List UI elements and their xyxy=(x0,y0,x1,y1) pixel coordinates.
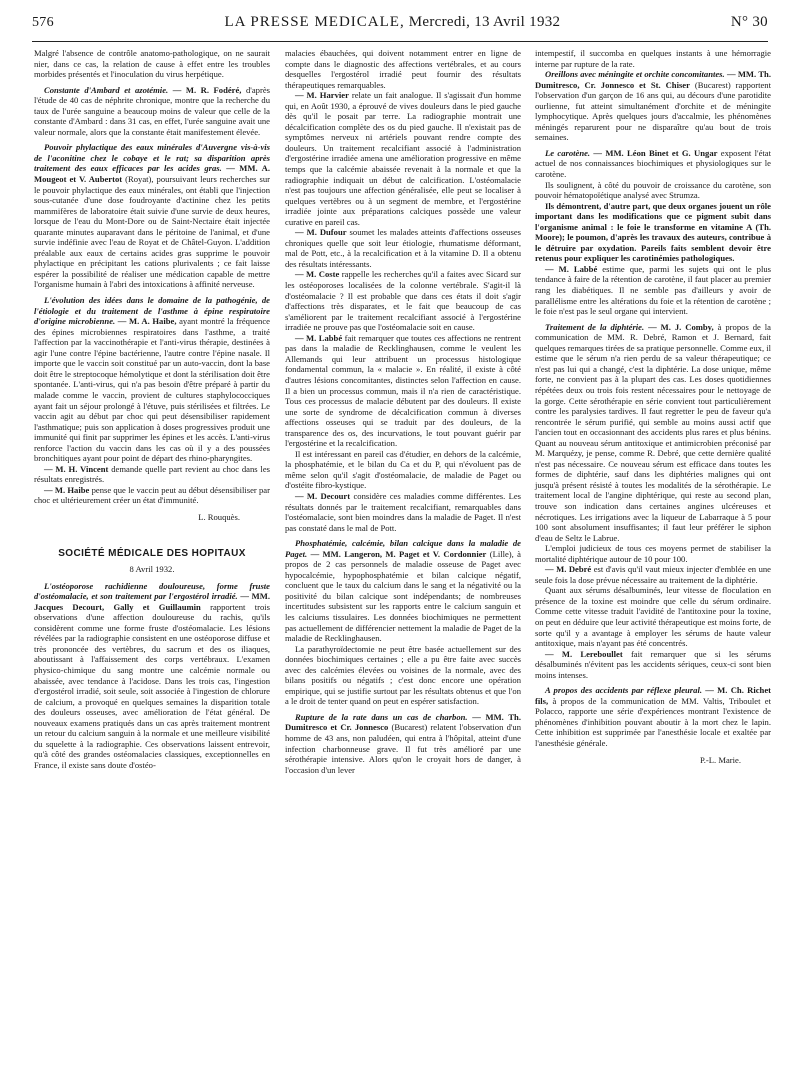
column-2 xyxy=(285,48,521,775)
page-number: 576 xyxy=(32,15,54,30)
header-rule xyxy=(32,41,768,42)
issue-number: N° 30 xyxy=(730,14,768,30)
paragraph: A propos des accidents par réflexe pleural. — M. Ch. Richet fils, à propos de la communication de MM. Valtis, Triboulet et Polacco, rapporte une série d'expériences montrant l'existence de phénomènes d'inhibition pouvant aboutir à la mort chez le lapin. Cette inhibition est supprimée par l'anesthésie locale et exaltée par l'anesthésie générale. xyxy=(535,685,771,748)
paragraph: L'ostéoporose rachidienne douloureuse, forme fruste d'ostéomalacie, et son traitement par l'ergostérol irradié. — MM. Jacques Decourt, Gally et Guillaumin rapportent trois observations d'une affection douloureuse du rachis, qu'ils considèrent comme une forme fruste d'ostéomalacie. Les lésions révélées par la radiographie consistent en une ostéoporose diffuse et très prononcée des vertèbres, du sacrum et des os iliaques, aboutissant à l'affaissement des corps vertébraux. L'examen physico-chimique du sang montre une calcémie normale ou abaissée, avec tendance à l'acidose. Dans les trois cas, l'ingestion d'ergostérol irradié, soit seule, soit associée à l'ingestion de chlorure de calcium, a provoqué en quelques semaines la disparition totale des douleurs osseuses, avec amélioration de l'état général. De nouveaux examens pratiqués dans un cas après traitement montrent un retour du calcium sanguin à la normale et une meilleure visibilité du squelette à la radiographie. Ces observations laissent entrevoir, qu'à côté des grandes ostéomalacies classiques, exceptionnelles en France, il existe sans doute d'ostéo- xyxy=(34,580,270,770)
paragraph: Phosphatémie, calcémie, bilan calcique dans la maladie de Paget. — MM. Langeron, M. Paget et V. Cordonnier (Lille), à propos de 2 cas personnels de maladie osseuse de Paget avec hypocalcémie, hypophosphatémie et bilan calcique négatif, concluent que le taux du calcium dans le sang et la négativité ou la positivité du bilan calcique sont indépendants; de nombreuses incertitudes subsistent sur les rapports entre le calcium sanguin et les calciums tissulaires. Les données biochimiques ne permettent pas actuellement de différencier nettement la maladie de Paget de la maladie de Recklinghausen. xyxy=(285,538,521,644)
paragraph: — M. Labbé fait remarquer que toutes ces affections ne rentrent pas dans la maladie de Recklinghausen, comme le veulent les Allemands qui leur attribuent un processus histologique fondamental commun, la « malacie ». En réalité, il existe à côté d'autres lésions concomitantes, distinctes selon l'affection en cause. Il a bien un processus commun, mais il n'a rien de caractéristique. Tous ces processus de malacie débutent par des douleurs. Il existe une sorte de syndrome de décalcification commun à diverses affections osseuses qui se traduit par des douleurs, de la transparence des os, des incurvations, le tout pouvant guérir par l'ergostérine et la recalcification. xyxy=(285,332,521,449)
paragraph: — M. Lereboullet fait remarquer que si les sérums désalbuminés n'évitent pas les accidents sériques, ceux-ci sont bien moins intenses. xyxy=(535,648,771,680)
section-heading: SOCIÉTÉ MÉDICALE DES HOPITAUX xyxy=(58,547,246,559)
paragraph: La parathyroïdectomie ne peut être basée actuellement sur des données biochimiques certaines ; elle a pu être faite avec succès avec des calcémies élevées ou voisines de la normale, avec des bilans positifs ou négatifs ; c'est donc encore une opération empirique, qui se justifie surtout par les résultats obtenus et que l'on a le droit de tenter quand on peut en espérer satisfaction. xyxy=(285,643,521,707)
journal-name: LA PRESSE MEDICALE, xyxy=(224,14,405,30)
column-3 xyxy=(535,48,771,765)
paragraph: — M. Decourt considère ces maladies comme différentes. Les résultats donnés par le traitement recalcifiant, remarquables dans l'ostéomalacie, sont bien moindres dans la maladie de Paget. Il n'est pas constaté dans le mal de Pott. xyxy=(285,490,521,533)
paragraph: — M. Labbé estime que, parmi les sujets qui ont le plus tendance à faire de la rétention de carotène, il faut placer au premier rang les diabétiques. Il ne semble pas d'ailleurs y avoir de parallélisme entre les altérations du foie et la rétention de carotène ; le foie n'est pas le seul organe qui intervient. xyxy=(535,263,771,317)
section-date: 8 Avril 1932. xyxy=(129,564,175,575)
paragraph: Quant aux sérums désalbuminés, leur vitesse de floculation en présence de la toxine est moindre que celle du sérum ordinaire. Comme cette vitesse traduit l'avidité de l'antitoxine pour la toxine, on peut en déduire que leur activité thérapeutique est moins forte, de sorte qu'il y a avantage à employer les sérums de haute valeur antitoxique, mais n'ayant pas été concentrés. xyxy=(535,585,771,649)
issue-date: Mercredi, 13 Avril 1932 xyxy=(408,14,561,30)
paragraph: Le carotène. — MM. Léon Binet et G. Ungar exposent l'état actuel de nos connaissances biochimiques et physiologiques sur le carotène. xyxy=(535,147,771,180)
paragraph: Pouvoir phylactique des eaux minérales d'Auvergne vis-à-vis de l'aconitine chez le cobaye et le rat; sa disparition après traitement des eaux efficaces par les acides gras. — MM. A. Mougeot et V. Aubertot (Royat), poursuivant leurs recherches sur le pouvoir phylactique des eaux minérales, ont établi que l'injection sous-cutanée d'une dose foudroyante d'actinine chez les petits mammifères de laboratoire était suivie d'une survie de deux heures, lorsque de l'eau du Mont-Dore ou de Saint-Nectaire était injectée quarante minutes auparavant dans le péritoine de l'animal, et d'une survie indéfinie avec l'eau de Royat et de Châtel-Guyon. L'addition préalable aux eaux de certains acides gras supprime le pouvoir phylactique en précipitant les cations plurivalents ; ce fait laisse espérer la possibilité de réaliser une médication capable de mettre l'organisme humain à l'abri des intoxications à affinité nerveuse. xyxy=(34,142,271,290)
paragraph: Rupture de la rate dans un cas de charbon. — MM. Th. Dumitresco et Cr. Jonnesco (Bucarest) relatent l'observation d'un homme de 43 ans, non paludéen, qui entra à l'hôpital, atteint d'une infection charbonneuse grave. Il fut très amélioré par une sérothérapie intensive. Alors qu'on le croyait hors de danger, à l'occasion d'un lever xyxy=(285,711,522,775)
column-1 xyxy=(34,48,270,770)
paragraph: intempestif, il succomba en quelques instants à une hémorragie interne par rupture de la rate. xyxy=(535,48,771,69)
paragraph: — M. Dufour soumet les malades atteints d'affections osseuses chroniques quelle que soit leur étiologie, rhumatisme déformant, mal de Pott, etc., à la recalcification et à la vitamine D. Il a obtenu des résultats intéressants. xyxy=(285,227,521,269)
author-signature: L. Rouquès. xyxy=(198,511,240,522)
paragraph: Oreillons avec méningite et orchite concomitantes. — MM. Th. Dumitresco, Cr. Jonnesco et St. Chiser (Bucarest) rapportent l'observation d'un garçon de 16 ans qui, au décours d'une parotidite ourlienne, fut atteint simultanément d'orchite et de méningite lymphocytique. Après quelques jours d'accalmie, les phénomènes méningés reparurent pour ne disparaître qu'au bout de trois semaines. xyxy=(535,69,771,143)
author-signature: P.-L. Marie. xyxy=(699,754,741,765)
paragraph: Il est intéressant en pareil cas d'étudier, en dehors de la calcémie, la phosphatémie, et le bilan du Ca et du P, qui n'évoluent pas de même selon qu'il s'agit d'ostéomalacie, de maladie de Paget ou d'ostéite fibro-kystique. xyxy=(285,448,521,491)
paragraph: — M. Harvier relate un fait analogue. Il s'agissait d'un homme qui, en Août 1930, a éprouvé de vives douleurs dans le pied gauche dès qu'il le posait par terre. La radiographie montrait une décalcification complète des os du pied gauche. Il n'existait pas de symptômes nerveux ni artériels pouvant rendre compte des douleurs. Un traitement recalcifiant associé à l'administration d'ergostérine irradiée amena une amélioration progressive en même temps que la calcémie abaissée revenait à la normale et que la radiographie indiquait un début de calcification. L'ostéomalacie n'est pas toujours une affection généralisée, elle peut se localiser à quelques vertèbres ou à un segment de membre, et l'ergostérine irradiée jointe aux préparations calciques possède une valeur curative en pareil cas. xyxy=(285,90,522,227)
paragraph: Ils démontrent, d'autre part, que deux organes jouent un rôle important dans les modifications que ce pigment subit dans l'organisme animal : le foie le transforme en vitamine A (Th. Moore); le poumon, d'après les travaux des auteurs, contribue à le détruire par oxydation. Pareils faits semblent devoir être retenus pour expliquer les carotinémies pathologiques. xyxy=(535,200,771,264)
paragraph: — M. Debré est d'avis qu'il vaut mieux injecter d'emblée en une seule fois la dose prévue nécessaire au traitement de la diphtérie. xyxy=(535,564,771,585)
paragraph: Malgré l'absence de contrôle anatomo-pathologique, on ne saurait nier, dans ce cas, la relation de cause à effet entre les troubles morbides présentés et l'inoculation du virus herpétique. xyxy=(34,48,270,80)
page-header xyxy=(32,14,768,36)
paragraph: L'évolution des idées dans le domaine de la pathogénie, de l'étiologie et du traitement de l'asthme à épine respiratoire d'origine microbienne. — M. A. Haibe, ayant montré la fréquence des épines microbiennes respiratoires dans l'asthme, a traité l'affection par la vaccinothérapie et l'anti-virus thérapie, destinées à agir l'une contre l'épine bactérienne, l'autre contre l'épine nasale. Il importe que le vaccin soit constitué par un auto-vaccin, dont la base doit être le streptocoque hémolytique et dont la stérilisation doit être spontanée. L'anti-virus, qui n'a pas besoin d'être préparé à partir du malade comme le vaccin, provient de cultures staphylococciques ayant fait un séjour prolongé à l'étuve, puis stérilisées et filtrées. Le vaccin agit au début par choc qui peut désensibiliser rapidement l'asthmatique; puis son application à doses progressives produit une immunité qui finit par supprimer les épines et les accès. L'anti-virus renforce l'action du vaccin dans les cas où il y a des poussées bronchitiques ayant pour point de départ des rhino-pharyngites. xyxy=(34,295,270,464)
paragraph: L'emploi judicieux de tous ces moyens permet de stabiliser la mortalité diphtérique autour de 10 pour 100. xyxy=(535,543,771,564)
journal-title xyxy=(54,14,731,31)
paragraph: Ils soulignent, à côté du pouvoir de croissance du carotène, son pouvoir hématopoïétique analysé avec Strumza. xyxy=(535,179,771,201)
paragraph: Traitement de la diphtérie. — M. J. Comby, à propos de la communication de MM. R. Debré, Ramon et J. Bernard, fait quelques remarques tirées de sa pratique personnelle. Comme eux, il estime que le sérum n'a rien perdu de sa valeur thérapeutique; ce n'est pas lui qui a changé, c'est la diphtérie. La dose unique, même forte, ne convient pas à la plupart des cas. Les doses quotidiennes répétées deux ou trois fois restent nécessaires pour le nettoyage de la gorge. Cette sérothérapie en série convient tout particulièrement contre les paralysies tardives. Il faut regretter le peu de faveur qu'a rencontrée le sérum purifié, qui semble au moins aussi actif que l'ancien tout en occasionnant des accidents plus rares et plus bénins. Quant au nouveau sérum antitoxique et antimicrobien préconisé par M. Marquézy, je pense, comme R. Debré, que cette dernière qualité n'est pas nécessaire. Ce nouveau sérum est efficace dans toutes les formes de diphtérie, sauf dans les diphtéries malignes qui ont jusqu'à présent résisté à toutes les modalités de la sérothérapie. Le traitement local de l'angine diphtérique, qui reste au second plan, trouve son indication dans certaines angines ulcéreuses et nécrotiques. Les irrigations avec la liqueur de Labarraque à 5 pour 100 sont absolument insuffisantes; il faut leur préférer le siphon d'eau de Seltz le Labrue. xyxy=(535,321,772,543)
paragraph: — M. Haibe pense que le vaccin peut au début désensibiliser par choc et ultérieurement créer un état d'immunité. xyxy=(34,484,270,506)
paragraph: malacies ébauchées, qui doivent notamment entrer en ligne de compte dans le diagnostic des affections vertébrales, et au cours desquelles l'ergostérol irradié peut fournir des résultats thérapeutiques remarquables. xyxy=(285,48,521,90)
paragraph: — M. Coste rappelle les recherches qu'il a faites avec Sicard sur les ostéoporoses localisées de la colonne vertébrale. S'agit-il là d'ostéomalacie ? Il est probable que dans ces états il doit s'agir d'affections très disparates, et le fait que beaucoup de cas s'améliorent par le traitement recalcifiant associé à l'ergostérine irradiée ne prouve pas que l'ostéomalacie soit en cause. xyxy=(285,269,521,333)
paragraph: — M. H. Vincent demande quelle part revient au choc dans les résultats enregistrés. xyxy=(34,463,270,485)
paragraph: Constante d'Ambard et azotémie. — M. R. Fodéré, d'après l'étude de 40 cas de néphrite chronique, montre que la recherche du taux de l'urée sanguine a beaucoup moins de valeur que celle de la constante d'Ambard : dans 31 cas, en effet, l'urée sanguine avait une valeur normale, alors que la constante était manifestement élevée. xyxy=(34,84,270,137)
